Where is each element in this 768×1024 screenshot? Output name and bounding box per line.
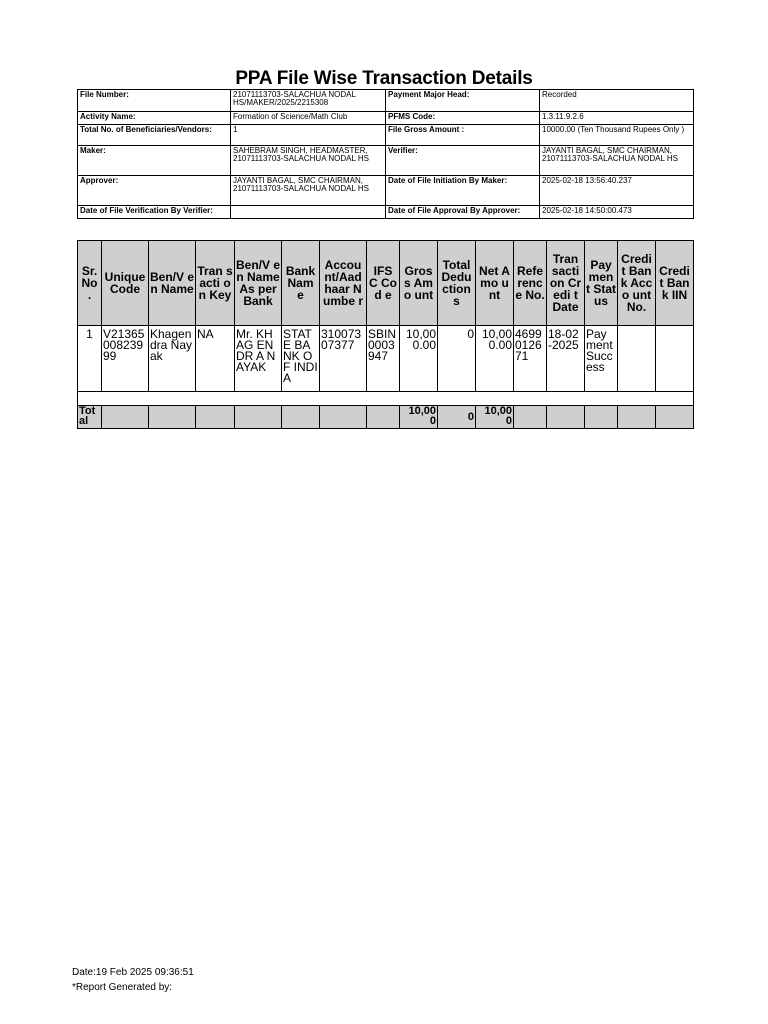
total-label: Tot al (78, 406, 102, 429)
cell-payment-status: Pay ment Succ ess (585, 326, 618, 392)
file-gross-amount-value: 10000.00 (Ten Thousand Rupees Only ) (540, 125, 694, 146)
total-row (78, 406, 694, 429)
total-beneficiaries-value: 1 (231, 125, 386, 146)
date-verification-value (231, 206, 386, 219)
date-initiation-value: 2025-02-18 13:56:40.237 (540, 176, 694, 206)
column-header: Unique Code (102, 241, 149, 326)
payment-major-head-value: Recorded (540, 90, 694, 112)
total-beneficiaries-label: Total No. of Beneficiaries/Vendors: (78, 125, 231, 146)
pfms-code-value: 1.3.11.9.2.6 (540, 112, 694, 125)
info-row-approver (78, 176, 694, 206)
cell-ifsc-code: SBIN 0003 947 (367, 326, 400, 392)
column-header: Ben/V en Name (149, 241, 196, 326)
cell-bank-name: STAT E BANK OF INDIA (282, 326, 320, 392)
cell-account-number: 310073 07377 (320, 326, 367, 392)
info-row-dates (78, 206, 694, 219)
column-header: Tran sacti on Credi t Date (547, 241, 585, 326)
table-row (78, 326, 694, 392)
column-header: IFS C Cod e (367, 241, 400, 326)
info-row-file-number (78, 90, 694, 112)
info-row-beneficiaries (78, 125, 694, 146)
payment-major-head-label: Payment Major Head: (386, 90, 540, 112)
activity-name-value: Formation of Science/Math Club (231, 112, 386, 125)
column-header: Gros s Amo unt (400, 241, 438, 326)
date-approval-label: Date of File Approval By Approver: (386, 206, 540, 219)
cell-credit-bank-iin (656, 326, 694, 392)
info-row-activity (78, 112, 694, 125)
file-number-value: 21071113703-SALACHUA NODAL HS/MAKER/2025/2215308 (231, 90, 386, 112)
date-verification-label: Date of File Verification By Verifier: (78, 206, 231, 219)
column-header: Ben/V en Name As per Bank (235, 241, 282, 326)
cell-reference-no: 4699 0126 71 (514, 326, 547, 392)
cell-total-deductions: 0 (438, 326, 476, 392)
pfms-code-label: PFMS Code: (386, 112, 540, 125)
table-header-row (78, 241, 694, 326)
cell-credit-date: 18-02 -2025 (547, 326, 585, 392)
column-header: Sr. No . (78, 241, 102, 326)
activity-name-label: Activity Name: (78, 112, 231, 125)
total-deductions: 0 (438, 406, 476, 429)
file-gross-amount-label: File Gross Amount : (386, 125, 540, 146)
approver-label: Approver: (78, 176, 231, 206)
column-header: Accou nt/Aad haar Numbe r (320, 241, 367, 326)
file-number-label: File Number: (78, 90, 231, 112)
cell-gross-amount: 10,00 0.00 (400, 326, 438, 392)
column-header: Refe renc e No. (514, 241, 547, 326)
cell-unique-code: V21365 008239 99 (102, 326, 149, 392)
column-header: Pay men t Stat us (585, 241, 618, 326)
total-net-amount: 10,00 0 (476, 406, 514, 429)
cell-ben-name-bank: Mr. KHAG ENDR A NAYAK (235, 326, 282, 392)
maker-label: Maker: (78, 146, 231, 176)
transaction-table (77, 240, 694, 429)
file-info-table (77, 89, 694, 219)
cell-net-amount: 10,00 0.00 (476, 326, 514, 392)
verifier-label: Verifier: (386, 146, 540, 176)
cell-ben-name: Khagen dra Nayak (149, 326, 196, 392)
info-row-maker (78, 146, 694, 176)
column-header: Net Amo unt (476, 241, 514, 326)
column-header: Total Dedu ction s (438, 241, 476, 326)
date-initiation-label: Date of File Initiation By Maker: (386, 176, 540, 206)
report-date: Date:19 Feb 2025 09:36:51 (72, 967, 194, 978)
report-generated-by: *Report Generated by: (72, 982, 173, 993)
maker-value: SAHEBRAM SINGH, HEADMASTER, 21071113703-SALACHUA NODAL HS (231, 146, 386, 176)
column-header: Bank Nam e (282, 241, 320, 326)
column-header: Credi t Bank Acco unt No. (618, 241, 656, 326)
column-header: Credi t Bank IIN (656, 241, 694, 326)
cell-sr-no: 1 (78, 326, 102, 392)
total-gross-amount: 10,00 0 (400, 406, 438, 429)
approver-value: JAYANTI BAGAL, SMC CHAIRMAN, 21071113703-SALACHUA NODAL HS (231, 176, 386, 206)
cell-transaction-key: NA (196, 326, 235, 392)
verifier-value: JAYANTI BAGAL, SMC CHAIRMAN, 21071113703-SALACHUA NODAL HS (540, 146, 694, 176)
page-title: PPA File Wise Transaction Details (235, 68, 533, 89)
spacer-row (78, 392, 694, 406)
date-approval-value: 2025-02-18 14:50:00.473 (540, 206, 694, 219)
cell-credit-bank-account (618, 326, 656, 392)
column-header: Tran sacti on Key (196, 241, 235, 326)
